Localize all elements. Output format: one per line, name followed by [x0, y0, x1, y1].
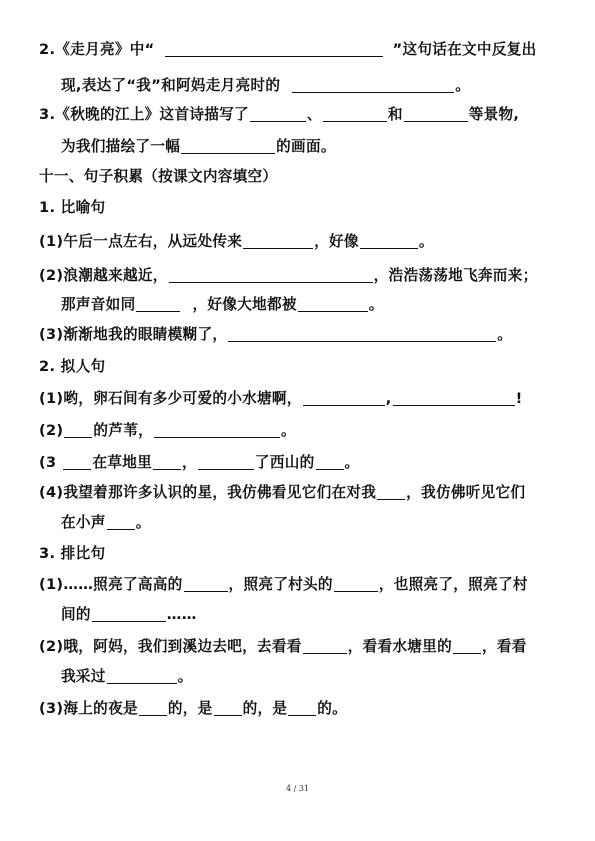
personification-item-1	[39, 389, 523, 409]
item-text: 在小声	[61, 514, 106, 531]
item-text: 的芦苇，	[93, 422, 153, 439]
answer-blank[interactable]	[323, 106, 387, 122]
metaphor-item-3	[39, 325, 512, 345]
metaphor-item-2-cont	[61, 295, 384, 315]
item-text: ，浩浩荡荡地飞奔而来；	[373, 267, 538, 284]
answer-blank[interactable]	[198, 454, 254, 470]
answer-blank[interactable]	[181, 138, 275, 154]
question-3-line-1	[39, 105, 519, 125]
answer-blank[interactable]	[64, 422, 92, 438]
answer-blank[interactable]	[303, 390, 385, 406]
answer-blank[interactable]	[228, 326, 496, 342]
question-2-line-1	[39, 40, 537, 60]
item-text: (3)渐渐地我的眼睛模糊了，	[39, 326, 228, 343]
answer-blank[interactable]	[214, 700, 242, 716]
item-text: 的。	[317, 700, 348, 717]
punctuation: ，	[182, 454, 197, 471]
personification-item-4-cont	[61, 513, 151, 533]
subsection-heading-metaphor	[39, 198, 105, 218]
item-text: ，看看水塘里的	[347, 638, 452, 655]
answer-blank[interactable]	[288, 700, 316, 716]
punctuation: !	[515, 390, 523, 407]
answer-blank[interactable]	[165, 41, 383, 57]
parallelism-item-3	[39, 699, 347, 719]
answer-blank[interactable]	[298, 296, 368, 312]
punctuation: ,	[385, 390, 392, 407]
personification-item-4	[39, 483, 525, 503]
question-3-text: 3.《秋晚的江上》这首诗描写了	[39, 106, 249, 123]
subsection-heading-parallelism	[39, 544, 105, 564]
question-2-text-2: 现,表达了“我”和阿妈走月亮时的	[61, 77, 281, 94]
ellipsis: ……	[166, 606, 197, 623]
section-title: 十一、句子积累（按课文内容填空）	[39, 168, 278, 185]
punctuation: 。	[418, 233, 434, 250]
answer-blank[interactable]	[453, 638, 481, 654]
answer-blank[interactable]	[404, 106, 468, 122]
item-text: ，好像	[314, 233, 359, 250]
metaphor-item-1	[39, 232, 434, 252]
answer-blank[interactable]	[107, 668, 177, 684]
item-text: (2)浪潮越来越近，	[39, 267, 168, 284]
answer-blank[interactable]	[92, 606, 166, 622]
parallelism-item-2-cont	[61, 667, 193, 687]
punctuation: 、	[306, 106, 322, 123]
item-text: (3)海上的夜是	[39, 700, 138, 717]
item-number: (3	[39, 454, 57, 471]
answer-blank[interactable]	[184, 576, 228, 592]
answer-blank[interactable]	[377, 484, 405, 500]
section-heading	[39, 167, 277, 187]
item-text: (2)哦，阿妈，我们到溪边去吧，去看看	[39, 638, 302, 655]
question-3-line-2	[61, 137, 336, 157]
question-3-text-2: 为我们描绘了一幅	[61, 138, 181, 155]
answer-blank[interactable]	[169, 267, 373, 283]
parallelism-item-2	[39, 637, 527, 657]
question-2-text: 2.《走月亮》中“	[39, 41, 155, 58]
answer-blank[interactable]	[107, 514, 135, 530]
punctuation: 。	[344, 454, 360, 471]
punctuation: 。	[280, 422, 296, 439]
subsection-title: 2. 拟人句	[39, 358, 106, 375]
subsection-title: 3. 排比句	[39, 545, 106, 562]
personification-item-3	[39, 453, 359, 473]
item-text: (1)午后一点左右，从远处传来	[39, 233, 243, 250]
answer-blank[interactable]	[303, 638, 347, 654]
item-text: (1)哟，卵石间有多少可爱的小水塘啊，	[39, 390, 302, 407]
punctuation: 。	[497, 326, 513, 343]
item-text: 了西山的	[254, 454, 315, 471]
item-text: ，我仿佛听见它们	[406, 484, 526, 501]
answer-blank[interactable]	[243, 233, 313, 249]
conjunction-text: 和	[387, 106, 403, 123]
answer-blank[interactable]	[136, 296, 180, 312]
answer-blank[interactable]	[393, 390, 515, 406]
subsection-heading-personification	[39, 357, 105, 377]
question-2-line-2	[61, 76, 470, 96]
answer-blank[interactable]	[139, 700, 167, 716]
answer-blank[interactable]	[154, 422, 280, 438]
parallelism-item-1	[39, 575, 528, 595]
item-text: (1)……照亮了高高的	[39, 576, 183, 593]
answer-blank[interactable]	[316, 454, 344, 470]
punctuation: 。	[455, 77, 471, 94]
parallelism-item-1-cont	[61, 605, 197, 625]
question-2-text-end: ”这句话在文中反复出	[392, 41, 537, 58]
question-3-text-end-2: 的画面。	[276, 138, 336, 155]
punctuation: 。	[368, 296, 384, 313]
item-text: ，看看	[481, 638, 527, 655]
item-number: (2)	[39, 422, 64, 439]
punctuation: 。	[177, 668, 193, 685]
item-text: ，好像大地都被	[192, 296, 297, 313]
answer-blank[interactable]	[292, 77, 454, 93]
punctuation: 。	[135, 514, 151, 531]
item-text: 那声音如同	[61, 296, 136, 313]
answer-blank[interactable]	[360, 233, 418, 249]
question-3-text-end: 等景物,	[468, 106, 520, 123]
item-text: 我采过	[61, 668, 106, 685]
subsection-title: 1. 比喻句	[39, 199, 106, 216]
item-text: ，也照亮了，照亮了村	[378, 576, 528, 593]
item-text: (4)我望着那许多认识的星，我仿佛看见它们在对我	[39, 484, 377, 501]
item-text: 在草地里	[92, 454, 153, 471]
personification-item-2	[39, 421, 296, 441]
answer-blank[interactable]	[153, 454, 181, 470]
answer-blank[interactable]	[63, 454, 91, 470]
item-text: 的，是	[167, 700, 213, 717]
page-number: 4 / 31	[285, 784, 310, 793]
answer-blank[interactable]	[334, 576, 378, 592]
item-text: 间的	[61, 606, 91, 623]
item-text: 的，是	[242, 700, 288, 717]
item-text: ，照亮了村头的	[228, 576, 333, 593]
answer-blank[interactable]	[250, 106, 306, 122]
metaphor-item-2	[39, 266, 538, 286]
